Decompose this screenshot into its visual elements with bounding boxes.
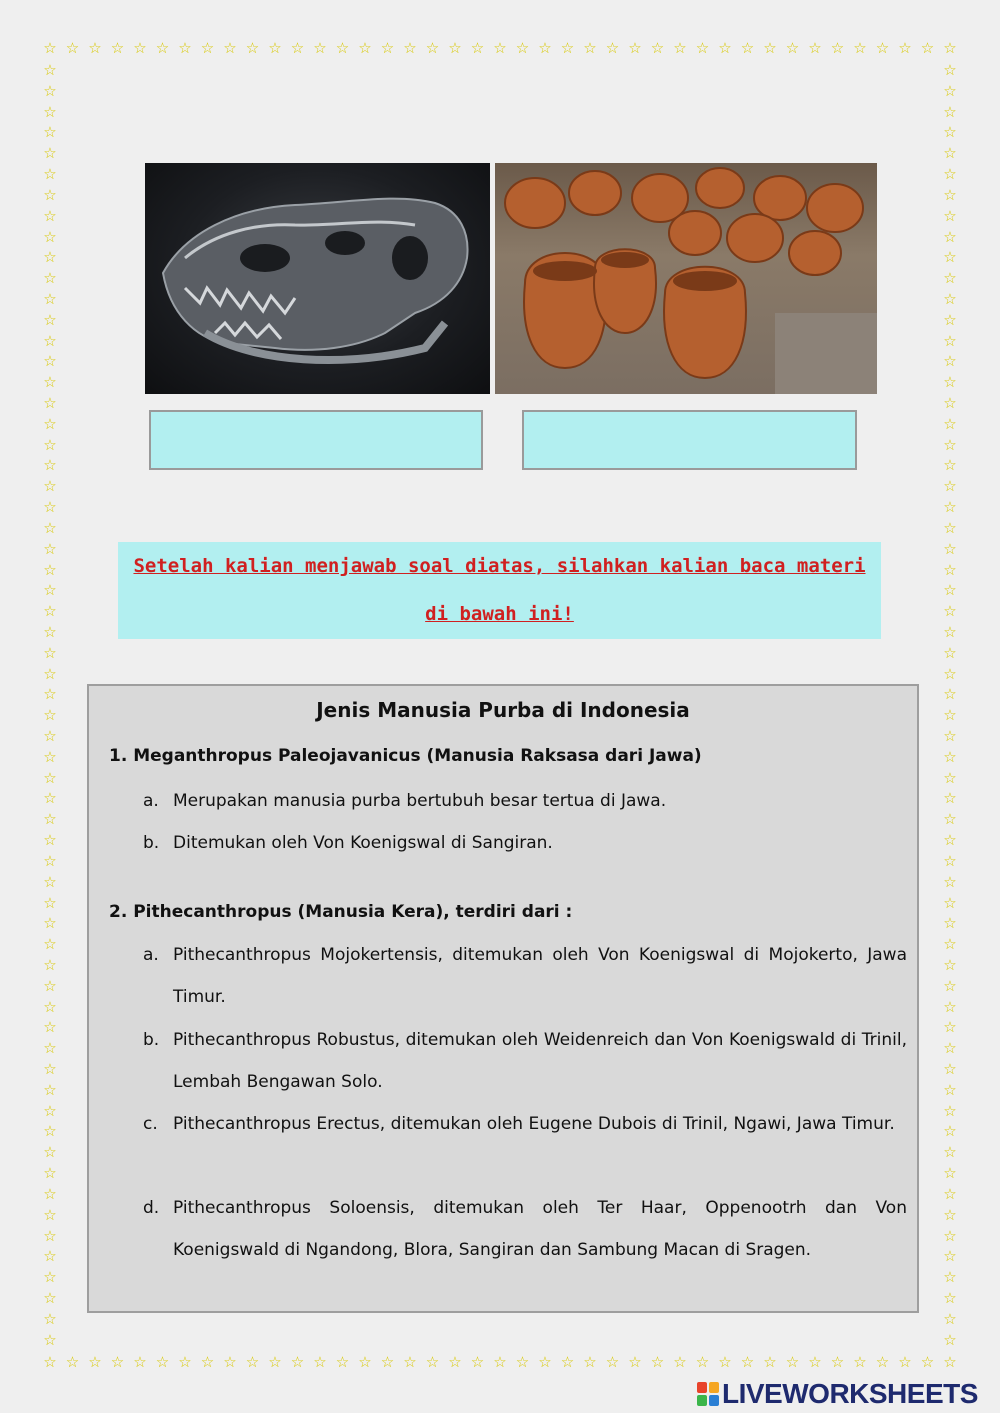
item-text: Merupakan manusia purba bertubuh besar tertua di Jawa. [173, 791, 667, 811]
section-2-heading: 2. Pithecanthropus (Manusia Kera), terdiri dari : [109, 902, 573, 922]
star-outline-icon: ☆ [943, 414, 957, 433]
material-panel [87, 684, 919, 1313]
star-outline-icon: ☆ [920, 39, 935, 57]
star-outline-icon: ☆ [43, 331, 57, 350]
liveworksheets-logo[interactable] [697, 1378, 978, 1410]
star-outline-icon: ☆ [43, 1309, 57, 1328]
star-outline-icon: ☆ [740, 39, 755, 57]
star-outline-icon: ☆ [943, 518, 957, 537]
star-outline-icon: ☆ [943, 893, 957, 912]
star-outline-icon: ☆ [43, 1184, 57, 1203]
star-outline-icon: ☆ [43, 289, 57, 308]
star-outline-icon: ☆ [943, 435, 957, 454]
star-outline-icon: ☆ [43, 61, 57, 79]
list-item [143, 1187, 907, 1271]
star-outline-icon: ☆ [43, 872, 57, 891]
star-outline-icon: ☆ [200, 39, 215, 57]
star-outline-icon: ☆ [943, 727, 957, 745]
star-outline-icon: ☆ [943, 581, 957, 600]
star-outline-icon: ☆ [43, 352, 57, 371]
star-border-bottom [40, 1352, 960, 1372]
star-outline-icon: ☆ [875, 39, 890, 57]
item-letter: a. [143, 791, 159, 811]
star-outline-icon: ☆ [830, 39, 845, 57]
dinosaur-skull-fossil-image [145, 163, 490, 394]
star-outline-icon: ☆ [943, 872, 957, 891]
star-outline-icon: ☆ [943, 1122, 957, 1141]
star-outline-icon: ☆ [43, 394, 57, 412]
star-outline-icon: ☆ [605, 1353, 620, 1371]
star-outline-icon: ☆ [943, 664, 957, 683]
star-outline-icon: ☆ [583, 39, 597, 57]
star-outline-icon: ☆ [43, 144, 57, 163]
star-outline-icon: ☆ [943, 706, 957, 725]
star-outline-icon: ☆ [43, 581, 57, 600]
star-outline-icon: ☆ [943, 789, 957, 808]
star-outline-icon: ☆ [43, 165, 57, 184]
notice-line-1: Setelah kalian menjawab soal diatas, silahkan kalian baca materi [133, 555, 866, 577]
star-outline-icon: ☆ [178, 1353, 192, 1371]
star-outline-icon: ☆ [920, 1353, 935, 1371]
notice-line-2: di bawah ini! [425, 603, 574, 625]
star-outline-icon: ☆ [943, 560, 957, 579]
star-outline-icon: ☆ [43, 976, 57, 995]
section-1-heading: 1. Meganthropus Paleojavanicus (Manusia Raksasa dari Jawa) [109, 746, 702, 766]
star-outline-icon: ☆ [245, 39, 260, 57]
star-outline-icon: ☆ [943, 643, 957, 662]
item-letter: c. [143, 1114, 158, 1134]
star-outline-icon: ☆ [43, 1060, 57, 1078]
star-outline-icon: ☆ [43, 1143, 57, 1162]
star-outline-icon: ☆ [943, 1353, 957, 1371]
star-outline-icon: ☆ [43, 456, 57, 475]
star-outline-icon: ☆ [830, 1353, 845, 1371]
item-text: Pithecanthropus Mojokertensis, ditemukan oleh Von Koenigswal di Mojokerto, Jawa Timur. [173, 945, 907, 1007]
clay-pots-image [495, 163, 877, 394]
star-outline-icon: ☆ [43, 955, 57, 974]
star-outline-icon: ☆ [718, 1353, 732, 1371]
star-outline-icon: ☆ [943, 310, 957, 329]
star-outline-icon: ☆ [43, 914, 57, 933]
star-outline-icon: ☆ [223, 39, 237, 57]
item-letter: b. [143, 1030, 160, 1050]
star-outline-icon: ☆ [943, 81, 957, 100]
star-outline-icon: ☆ [43, 477, 57, 496]
star-outline-icon: ☆ [493, 39, 507, 57]
star-outline-icon: ☆ [875, 1353, 890, 1371]
star-outline-icon: ☆ [43, 102, 57, 121]
star-outline-icon: ☆ [943, 331, 957, 350]
star-outline-icon: ☆ [290, 1353, 305, 1371]
star-outline-icon: ☆ [43, 893, 57, 912]
star-outline-icon: ☆ [943, 61, 957, 79]
item-text: Pithecanthropus Erectus, ditemukan oleh Eugene Dubois di Trinil, Ngawi, Jawa Timur. [173, 1114, 895, 1134]
star-outline-icon: ☆ [43, 1288, 57, 1307]
star-outline-icon: ☆ [898, 1353, 912, 1371]
star-outline-icon: ☆ [403, 39, 417, 57]
star-outline-icon: ☆ [808, 1353, 822, 1371]
star-outline-icon: ☆ [358, 39, 372, 57]
star-outline-icon: ☆ [43, 539, 57, 558]
answer-input-2[interactable] [522, 410, 857, 470]
star-outline-icon: ☆ [43, 498, 57, 517]
star-outline-icon: ☆ [943, 1330, 957, 1349]
star-outline-icon: ☆ [808, 39, 822, 57]
star-outline-icon: ☆ [43, 206, 57, 225]
star-outline-icon: ☆ [943, 165, 957, 184]
item-text: Pithecanthropus Robustus, ditemukan oleh Weidenreich dan Von Koenigswald di Trinil, Lembah Bengawan Solo. [173, 1030, 907, 1092]
star-outline-icon: ☆ [943, 768, 957, 787]
star-outline-icon: ☆ [538, 1353, 552, 1371]
list-item [143, 934, 907, 1018]
star-outline-icon: ☆ [43, 123, 57, 142]
star-outline-icon: ☆ [583, 1353, 597, 1371]
star-outline-icon: ☆ [43, 851, 57, 870]
star-outline-icon: ☆ [110, 1353, 125, 1371]
star-outline-icon: ☆ [943, 227, 957, 246]
star-outline-icon: ☆ [43, 1330, 57, 1349]
star-outline-icon: ☆ [43, 518, 57, 537]
star-outline-icon: ☆ [538, 39, 552, 57]
star-outline-icon: ☆ [43, 373, 57, 392]
star-outline-icon: ☆ [43, 39, 57, 57]
star-outline-icon: ☆ [155, 39, 170, 57]
star-outline-icon: ☆ [943, 102, 957, 121]
star-outline-icon: ☆ [650, 39, 665, 57]
star-outline-icon: ☆ [943, 289, 957, 308]
star-outline-icon: ☆ [358, 1353, 372, 1371]
star-outline-icon: ☆ [43, 414, 57, 433]
star-outline-icon: ☆ [43, 1353, 57, 1371]
star-outline-icon: ☆ [943, 1060, 957, 1078]
star-outline-icon: ☆ [943, 1143, 957, 1162]
star-outline-icon: ☆ [605, 39, 620, 57]
star-outline-icon: ☆ [88, 39, 102, 57]
star-outline-icon: ☆ [560, 1353, 575, 1371]
star-outline-icon: ☆ [763, 1353, 777, 1371]
star-outline-icon: ☆ [43, 1226, 57, 1245]
star-outline-icon: ☆ [943, 185, 957, 204]
star-outline-icon: ☆ [695, 39, 710, 57]
star-outline-icon: ☆ [943, 955, 957, 974]
star-outline-icon: ☆ [740, 1353, 755, 1371]
star-outline-icon: ☆ [43, 435, 57, 454]
item-letter: a. [143, 945, 159, 965]
star-outline-icon: ☆ [335, 1353, 350, 1371]
star-outline-icon: ☆ [943, 1268, 957, 1287]
star-outline-icon: ☆ [943, 269, 957, 288]
star-outline-icon: ☆ [763, 39, 777, 57]
liveworksheets-logo-icon [697, 1382, 719, 1406]
star-outline-icon: ☆ [650, 1353, 665, 1371]
star-outline-icon: ☆ [943, 810, 957, 829]
star-outline-icon: ☆ [110, 39, 125, 57]
star-outline-icon: ☆ [43, 81, 57, 100]
star-border-right [940, 60, 960, 1350]
star-outline-icon: ☆ [943, 123, 957, 142]
star-outline-icon: ☆ [268, 1353, 282, 1371]
star-outline-icon: ☆ [403, 1353, 417, 1371]
star-outline-icon: ☆ [65, 39, 80, 57]
star-outline-icon: ☆ [43, 1268, 57, 1287]
star-outline-icon: ☆ [425, 39, 440, 57]
star-outline-icon: ☆ [943, 914, 957, 933]
star-outline-icon: ☆ [943, 1018, 957, 1037]
star-outline-icon: ☆ [695, 1353, 710, 1371]
answer-input-1[interactable] [149, 410, 483, 470]
star-outline-icon: ☆ [943, 1309, 957, 1328]
item-letter: b. [143, 833, 160, 853]
star-outline-icon: ☆ [943, 747, 957, 766]
star-outline-icon: ☆ [943, 1080, 957, 1099]
star-outline-icon: ☆ [943, 39, 957, 57]
star-outline-icon: ☆ [943, 498, 957, 517]
star-outline-icon: ☆ [943, 997, 957, 1016]
star-outline-icon: ☆ [943, 935, 957, 954]
star-border-top [40, 38, 960, 58]
star-outline-icon: ☆ [943, 477, 957, 496]
star-outline-icon: ☆ [943, 1101, 957, 1120]
star-outline-icon: ☆ [133, 39, 147, 57]
star-outline-icon: ☆ [65, 1353, 80, 1371]
star-outline-icon: ☆ [43, 768, 57, 787]
star-outline-icon: ☆ [943, 352, 957, 371]
star-outline-icon: ☆ [313, 1353, 327, 1371]
star-outline-icon: ☆ [43, 727, 57, 745]
star-outline-icon: ☆ [43, 185, 57, 204]
star-outline-icon: ☆ [448, 1353, 462, 1371]
star-outline-icon: ☆ [178, 39, 192, 57]
star-outline-icon: ☆ [943, 1288, 957, 1307]
star-outline-icon: ☆ [718, 39, 732, 57]
star-outline-icon: ☆ [43, 269, 57, 288]
star-outline-icon: ☆ [43, 789, 57, 808]
star-outline-icon: ☆ [448, 39, 462, 57]
star-outline-icon: ☆ [133, 1353, 147, 1371]
star-outline-icon: ☆ [43, 1122, 57, 1141]
star-outline-icon: ☆ [425, 1353, 440, 1371]
star-outline-icon: ☆ [515, 39, 530, 57]
star-outline-icon: ☆ [943, 456, 957, 475]
list-item [143, 1019, 907, 1103]
star-outline-icon: ☆ [943, 1205, 957, 1224]
material-title: Jenis Manusia Purba di Indonesia [316, 698, 690, 722]
brand-name: LIVEWORKSHEETS [722, 1378, 978, 1409]
star-outline-icon: ☆ [335, 39, 350, 57]
star-outline-icon: ☆ [43, 810, 57, 829]
star-outline-icon: ☆ [943, 1184, 957, 1203]
star-outline-icon: ☆ [43, 1018, 57, 1037]
star-outline-icon: ☆ [43, 831, 57, 850]
list-item [143, 780, 907, 822]
star-outline-icon: ☆ [43, 248, 57, 267]
star-outline-icon: ☆ [43, 1080, 57, 1099]
star-outline-icon: ☆ [943, 1247, 957, 1266]
star-outline-icon: ☆ [943, 1039, 957, 1058]
star-outline-icon: ☆ [943, 622, 957, 641]
star-outline-icon: ☆ [943, 539, 957, 558]
star-outline-icon: ☆ [43, 935, 57, 954]
item-text: Ditemukan oleh Von Koenigswal di Sangiran. [173, 833, 553, 853]
star-outline-icon: ☆ [943, 206, 957, 225]
star-outline-icon: ☆ [943, 1164, 957, 1183]
star-outline-icon: ☆ [785, 39, 800, 57]
star-outline-icon: ☆ [943, 602, 957, 621]
item-text: Pithecanthropus Soloensis, ditemukan oleh Ter Haar, Oppenootrh dan Von Koenigswald di Ngandong, Blora, Sangiran dan Sambung Macan di Sragen. [173, 1198, 907, 1260]
star-outline-icon: ☆ [88, 1353, 102, 1371]
star-outline-icon: ☆ [268, 39, 282, 57]
star-outline-icon: ☆ [943, 685, 957, 704]
star-outline-icon: ☆ [223, 1353, 237, 1371]
star-outline-icon: ☆ [155, 1353, 170, 1371]
star-outline-icon: ☆ [43, 997, 57, 1016]
star-outline-icon: ☆ [943, 248, 957, 267]
star-outline-icon: ☆ [943, 394, 957, 412]
star-outline-icon: ☆ [673, 39, 687, 57]
star-outline-icon: ☆ [43, 747, 57, 766]
star-outline-icon: ☆ [43, 227, 57, 246]
star-outline-icon: ☆ [43, 664, 57, 683]
star-outline-icon: ☆ [943, 1226, 957, 1245]
star-outline-icon: ☆ [43, 1039, 57, 1058]
star-outline-icon: ☆ [43, 1164, 57, 1183]
star-outline-icon: ☆ [853, 1353, 867, 1371]
star-outline-icon: ☆ [515, 1353, 530, 1371]
star-outline-icon: ☆ [200, 1353, 215, 1371]
list-item [143, 822, 907, 864]
star-outline-icon: ☆ [898, 39, 912, 57]
star-outline-icon: ☆ [43, 1247, 57, 1266]
star-outline-icon: ☆ [628, 39, 642, 57]
star-outline-icon: ☆ [943, 976, 957, 995]
star-outline-icon: ☆ [470, 1353, 485, 1371]
star-outline-icon: ☆ [673, 1353, 687, 1371]
star-outline-icon: ☆ [43, 310, 57, 329]
instruction-notice [118, 542, 881, 639]
star-outline-icon: ☆ [785, 1353, 800, 1371]
star-outline-icon: ☆ [245, 1353, 260, 1371]
star-outline-icon: ☆ [43, 706, 57, 725]
item-letter: d. [143, 1198, 160, 1218]
star-outline-icon: ☆ [943, 144, 957, 163]
star-outline-icon: ☆ [853, 39, 867, 57]
star-outline-icon: ☆ [290, 39, 305, 57]
star-border-left [40, 60, 60, 1350]
star-outline-icon: ☆ [560, 39, 575, 57]
list-item [143, 1103, 907, 1145]
star-outline-icon: ☆ [470, 39, 485, 57]
star-outline-icon: ☆ [43, 602, 57, 621]
star-outline-icon: ☆ [43, 685, 57, 704]
star-outline-icon: ☆ [943, 831, 957, 850]
star-outline-icon: ☆ [380, 1353, 395, 1371]
star-outline-icon: ☆ [493, 1353, 507, 1371]
star-outline-icon: ☆ [943, 373, 957, 392]
star-outline-icon: ☆ [943, 851, 957, 870]
star-outline-icon: ☆ [43, 622, 57, 641]
star-outline-icon: ☆ [628, 1353, 642, 1371]
star-outline-icon: ☆ [313, 39, 327, 57]
star-outline-icon: ☆ [43, 643, 57, 662]
star-outline-icon: ☆ [43, 1205, 57, 1224]
star-outline-icon: ☆ [43, 1101, 57, 1120]
star-outline-icon: ☆ [43, 560, 57, 579]
star-outline-icon: ☆ [380, 39, 395, 57]
